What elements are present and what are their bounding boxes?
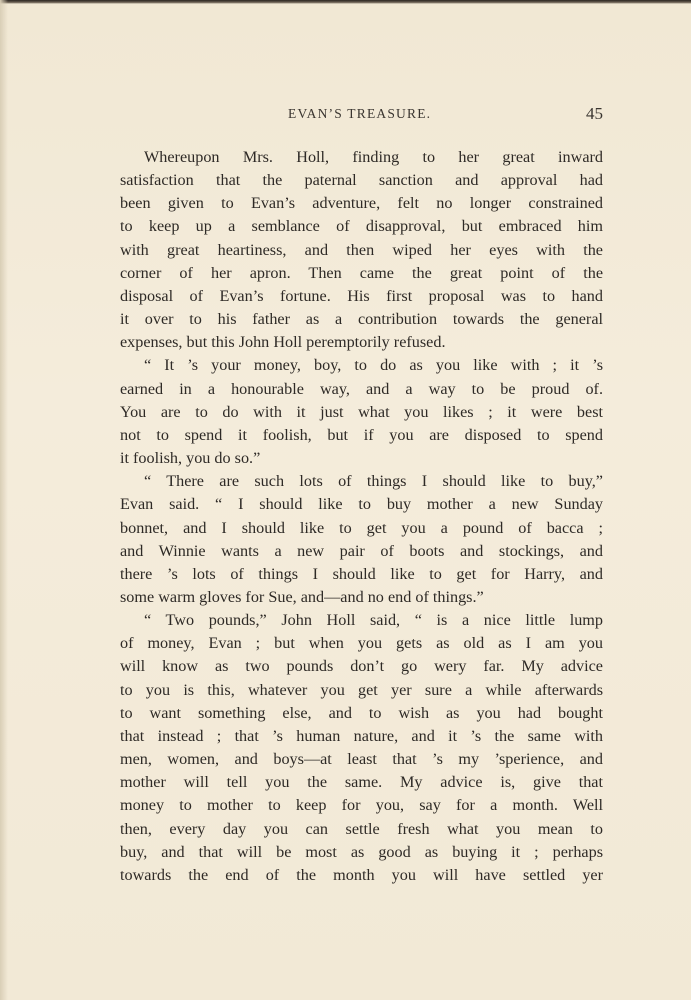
running-title: EVAN’S TREASURE. [288, 106, 432, 121]
text-line: will know as two pounds don’t go wery far. My advice [120, 657, 603, 676]
text-line: some warm gloves for Sue, and—and no end of things.” [120, 587, 484, 606]
text-line: bonnet, and I should like to get you a pound of bacca ; [120, 518, 603, 537]
text-line: not to spend it foolish, but if you are disposed to spend [120, 425, 603, 444]
text-line: “ Two pounds,” John Holl said, “ is a nice little lump [144, 611, 603, 630]
body-text [120, 146, 603, 887]
text-line: expenses, but this John Holl peremptorily refused. [120, 333, 446, 352]
text-line: to you is this, whatever you get yer sure a while afterwards [120, 680, 603, 699]
text-line: that instead ; that ’s human nature, and it ’s the same with [120, 726, 603, 745]
text-line: it over to his father as a contribution towards the general [120, 310, 603, 329]
text-line: and Winnie wants a new pair of boots and stockings, and [120, 541, 603, 560]
text-line: to keep up a semblance of disapproval, but embraced him [120, 217, 603, 236]
text-line: corner of her apron. Then came the great point of the [120, 263, 603, 282]
running-header [120, 106, 603, 126]
page-number: 45 [586, 104, 603, 123]
text-line: You are to do with it just what you likes ; it were best [120, 402, 603, 421]
text-line: money to mother to keep for you, say for a month. Well [120, 796, 603, 815]
text-line: there ’s lots of things I should like to get for Harry, and [120, 564, 603, 583]
text-line: satisfaction that the paternal sanction and approval had [120, 171, 603, 190]
text-line: towards the end of the month you will have settled yer [120, 865, 603, 884]
page-top-edge [0, 0, 691, 4]
text-line: “ It ’s your money, boy, to do as you like with ; it ’s [144, 356, 603, 375]
text-line: earned in a honourable way, and a way to be proud of. [120, 379, 603, 398]
text-line: Evan said. “ I should like to buy mother a new Sunday [120, 495, 603, 514]
text-line: buy, and that will be most as good as buying it ; perhaps [120, 842, 603, 861]
text-line: men, women, and boys—at least that ’s my ’sperience, and [120, 750, 603, 769]
text-line: of money, Evan ; but when you gets as old as I am you [120, 634, 603, 653]
text-line: mother will tell you the same. My advice is, give that [120, 773, 603, 792]
text-line: “ There are such lots of things I should like to buy,” [144, 472, 603, 491]
text-line: disposal of Evan’s fortune. His first proposal was to hand [120, 286, 603, 305]
text-line: Whereupon Mrs. Holl, finding to her great inward [144, 148, 603, 166]
text-line: then, every day you can settle fresh what you mean to [120, 819, 603, 838]
page-gutter-shadow [0, 0, 8, 1000]
text-line: with great heartiness, and then wiped her eyes with the [120, 240, 603, 259]
text-line: been given to Evan’s adventure, felt no longer constrained [120, 194, 603, 213]
text-line: to want something else, and to wish as you had bought [120, 703, 603, 722]
text-line: it foolish, you do so.” [120, 449, 261, 468]
